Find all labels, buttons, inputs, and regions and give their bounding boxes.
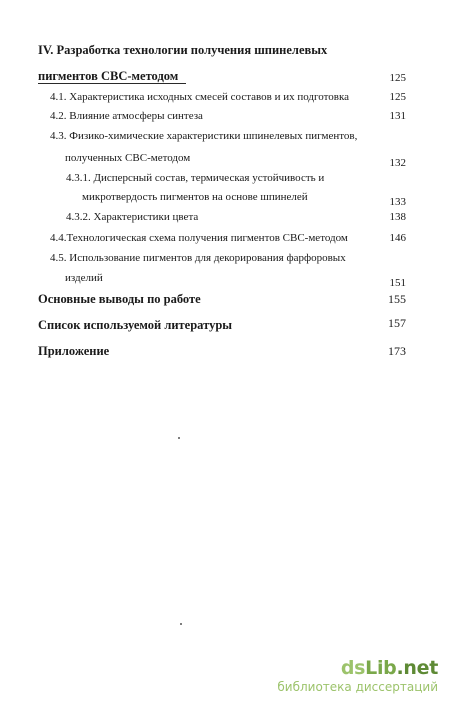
toc-entry-4-3-2: 4.3.2. Характеристики цвета xyxy=(66,211,199,223)
heading-underline xyxy=(38,83,186,84)
toc-page-number: 131 xyxy=(389,110,406,122)
toc-page-number: 155 xyxy=(388,292,406,306)
scan-speck xyxy=(178,437,180,439)
logo-part-net: .net xyxy=(396,657,438,679)
toc-entry-4-4: 4.4.Технологическая схема получения пигментов СВС-методом xyxy=(50,232,348,244)
toc-entry-4-5-line1: 4.5. Использование пигментов для декорирования фарфоровых xyxy=(50,252,346,264)
dslib-watermark xyxy=(277,658,438,694)
toc-heading-iv-line1: IV. Разработка технологии получения шпинелевых xyxy=(38,43,328,57)
toc-page-number: 125 xyxy=(389,91,406,103)
toc-heading-iv-line2: пигментов СВС-методом xyxy=(38,69,179,83)
toc-page-number: 138 xyxy=(389,211,406,223)
scan-speck xyxy=(180,623,182,625)
toc-page-number: 132 xyxy=(389,157,406,169)
dslib-logo xyxy=(277,658,438,678)
toc-page-number: 125 xyxy=(389,72,406,84)
toc-section-conclusions: Основные выводы по работе xyxy=(38,292,201,306)
toc-page-number: 173 xyxy=(388,344,406,358)
toc-entry-4-3-line2: полученных СВС-методом xyxy=(65,152,191,164)
toc-entry-4-3-1-line1: 4.3.1. Дисперсный состав, термическая устойчивость и xyxy=(66,172,325,184)
toc-page-number: 157 xyxy=(388,316,406,330)
toc-section-appendix: Приложение xyxy=(38,344,110,358)
toc-entry-4-5-line2: изделий xyxy=(65,272,103,284)
toc-entry-4-1: 4.1. Характеристика исходных смесей составов и их подготовка xyxy=(50,91,350,103)
logo-part-ds: ds xyxy=(340,657,366,679)
toc-page-number: 133 xyxy=(389,196,406,208)
dslib-subtitle: библиотека диссертаций xyxy=(277,680,438,694)
toc-page-number: 151 xyxy=(389,277,406,289)
toc-entry-4-3-line1: 4.3. Физико-химические характеристики шпинелевых пигментов, xyxy=(50,130,358,142)
toc-section-bibliography: Список используемой литературы xyxy=(38,318,233,332)
toc-entry-4-2: 4.2. Влияние атмосферы синтеза xyxy=(50,110,203,122)
logo-part-lib: Lib xyxy=(365,657,397,679)
toc-entry-4-3-1-line2: микротвердость пигментов на основе шпинелей xyxy=(82,191,308,203)
toc-page-number: 146 xyxy=(389,232,406,244)
